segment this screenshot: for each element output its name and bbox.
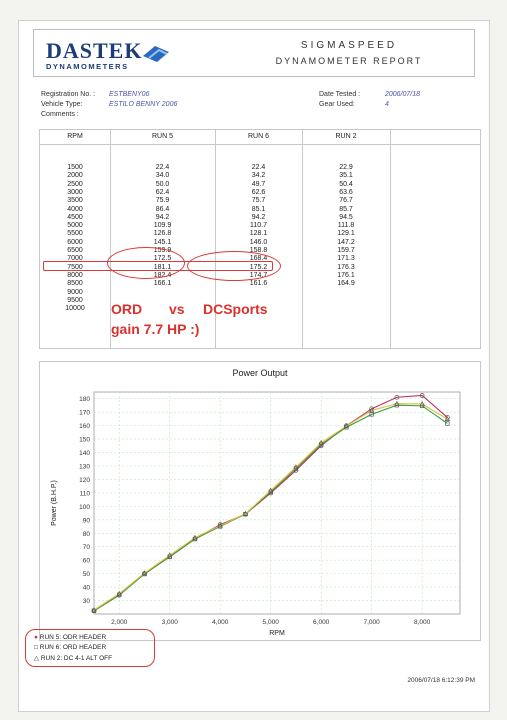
report-timestamp: 2006/07/18 6:12:39 PM — [407, 677, 475, 684]
col-header-run2: RUN 2 — [335, 133, 357, 140]
x-tick-label: 3,000 — [161, 619, 178, 626]
y-tick-label: 90 — [82, 517, 90, 525]
handwritten-ord: ORD — [111, 301, 143, 317]
table-cell: 50.4 — [339, 180, 353, 188]
handwritten-gain: gain 7.7 HP :) — [111, 321, 200, 337]
table-cell: 176.3 — [337, 263, 355, 271]
run6-circle — [187, 251, 281, 281]
table-cell: 111.8 — [337, 222, 355, 230]
table-cell: 172.5 — [153, 255, 172, 263]
circle-marker-icon: ● — [34, 634, 38, 641]
square-marker-icon: □ — [34, 644, 38, 651]
vehicle-label: Vehicle Type: — [41, 101, 83, 108]
table-cell: 8500 — [67, 280, 83, 288]
x-tick-label: 7,000 — [363, 619, 380, 626]
y-tick-label: 130 — [79, 463, 90, 471]
table-cell: 166.1 — [153, 280, 172, 288]
table-cell: 6000 — [67, 238, 83, 246]
table-cell: 164.9 — [337, 280, 355, 288]
table-cell: 75.9 — [155, 197, 170, 205]
table-cell: 2000 — [67, 172, 83, 180]
date-label: Date Tested : — [319, 91, 361, 98]
y-tick-label: 100 — [79, 503, 90, 511]
legend-item-run2 — [34, 654, 112, 662]
y-tick-label: 50 — [82, 571, 90, 579]
table-cell: 94.2 — [155, 213, 170, 221]
table-cell: 76.7 — [339, 197, 353, 205]
registration-value: ESTBENY06 — [109, 91, 150, 98]
y-tick-label: 120 — [79, 476, 90, 484]
x-tick-label: 8,000 — [413, 619, 431, 626]
brand-subtitle: DYNAMOMETERS — [46, 62, 129, 71]
table-cell: 6500 — [67, 247, 83, 254]
table-cell: 34.0 — [155, 172, 170, 180]
table-cell: 9500 — [67, 296, 83, 304]
table-cell: 129.1 — [337, 230, 355, 238]
report-brand-title: SIGMASPEED — [300, 40, 398, 51]
table-cell: 7000 — [67, 255, 83, 263]
table-cell: 145.1 — [153, 238, 172, 246]
y-tick-label: 140 — [79, 450, 90, 458]
col-header-run6: RUN 6 — [247, 133, 269, 140]
y-tick-label: 150 — [79, 436, 90, 444]
table-cell: 8000 — [67, 271, 83, 279]
table-cell: 1500 — [67, 164, 83, 171]
table-cell: 62.6 — [251, 188, 266, 196]
table-cell: 168.4 — [249, 255, 268, 263]
x-tick-label: 6,000 — [313, 619, 330, 626]
table-cell: 174.7 — [249, 271, 268, 279]
table-cell: 128.1 — [249, 230, 268, 238]
table-cell: 159.9 — [153, 247, 172, 254]
chart-title: Power Output — [232, 368, 288, 378]
table-cell: 110.7 — [250, 222, 267, 230]
vehicle-value: ESTILO BENNY 2006 — [109, 101, 178, 108]
y-axis-label: Power (B.H.P.) — [51, 480, 58, 526]
table-cell: 75.7 — [251, 197, 266, 205]
y-tick-label: 70 — [82, 544, 90, 552]
power-output-chart — [39, 361, 481, 641]
table-cell: 4500 — [67, 213, 83, 221]
chart-plot — [40, 362, 480, 640]
table-cell: 63.6 — [339, 188, 353, 196]
table-cell: 9000 — [67, 288, 83, 296]
y-tick-label: 110 — [79, 490, 90, 498]
table-cell: 181.1 — [153, 263, 172, 271]
y-tick-label: 40 — [82, 584, 90, 592]
table-cell: 161.6 — [249, 280, 268, 288]
y-tick-label: 80 — [82, 530, 90, 538]
table-cell: 2500 — [67, 180, 83, 188]
legend-label-run2: RUN 2: DC 4-1 ALT OFF — [40, 655, 113, 662]
triangle-marker-icon: △ — [34, 655, 39, 662]
legend-item-run6 — [34, 644, 106, 651]
table-cell: 175.2 — [249, 263, 268, 271]
x-axis-label: RPM — [269, 630, 285, 637]
table-cell: 10000 — [65, 305, 85, 313]
plot-area — [94, 392, 460, 614]
legend-item-run5 — [34, 634, 106, 641]
table-cell: 94.5 — [339, 213, 353, 221]
table-cell: 3500 — [67, 197, 83, 205]
gear-label: Gear Used: — [319, 101, 355, 108]
comments-label: Comments : — [41, 111, 79, 118]
report-page — [18, 20, 490, 712]
table-cell: 126.8 — [153, 230, 172, 238]
table-cell: 5500 — [67, 230, 83, 238]
table-cell: 22.4 — [155, 164, 170, 171]
table-cell: 159.7 — [337, 247, 355, 254]
table-cell: 85.7 — [339, 205, 353, 213]
table-cell: 34.2 — [251, 172, 266, 180]
date-value: 2006/07/18 — [385, 91, 421, 98]
y-tick-label: 180 — [79, 396, 90, 404]
table-cell: 85.1 — [251, 205, 266, 213]
col-header-rpm: RPM — [67, 133, 83, 140]
table-cell: 171.3 — [337, 255, 355, 263]
report-header — [33, 29, 475, 77]
registration-label: Registration No. : — [41, 91, 96, 98]
handwritten-vs: vs — [169, 301, 185, 317]
table-cell: 35.1 — [339, 172, 353, 180]
table-cell: 182.4 — [153, 271, 172, 279]
table-cell: 94.2 — [251, 213, 266, 221]
table-cell: 5000 — [67, 222, 83, 230]
legend-label-run5: RUN 5: ODR HEADER — [39, 634, 107, 641]
table-cell: 86.4 — [155, 205, 170, 213]
brand-mark-icon — [141, 42, 171, 64]
table-cell: 22.9 — [339, 164, 353, 171]
gear-value: 4 — [385, 101, 389, 108]
table-cell: 22.4 — [251, 164, 266, 171]
y-tick-label: 170 — [79, 409, 90, 417]
report-title: DYNAMOMETER REPORT — [275, 56, 423, 66]
handwritten-dcsports: DCSports — [203, 301, 268, 317]
table-cell: 50.0 — [155, 180, 170, 188]
table-cell: 7500 — [67, 263, 83, 271]
table-cell: 109.9 — [153, 222, 172, 230]
table-cell: 147.2 — [337, 238, 355, 246]
x-tick-label: 5,000 — [262, 619, 279, 626]
chart-legend — [25, 629, 155, 667]
y-tick-label: 60 — [82, 557, 90, 565]
table-cell: 49.7 — [251, 180, 266, 188]
table-cell: 4000 — [67, 205, 83, 213]
table-cell: 176.1 — [337, 271, 355, 279]
table-cell: 146.0 — [249, 238, 268, 246]
y-tick-label: 160 — [79, 423, 90, 431]
run5-circle — [107, 247, 185, 279]
brand-logo: DASTEK — [46, 38, 143, 63]
col-header-run5: RUN 5 — [151, 133, 173, 140]
y-tick-label: 30 — [82, 598, 90, 606]
table-cell: 158.8 — [249, 247, 268, 254]
table-cell: 62.4 — [155, 188, 170, 196]
table-cell: 3000 — [67, 188, 83, 196]
x-tick-label: 4,000 — [212, 619, 229, 626]
x-tick-label: 2,000 — [111, 619, 128, 626]
legend-label-run6: RUN 6: ORD HEADER — [39, 644, 107, 651]
